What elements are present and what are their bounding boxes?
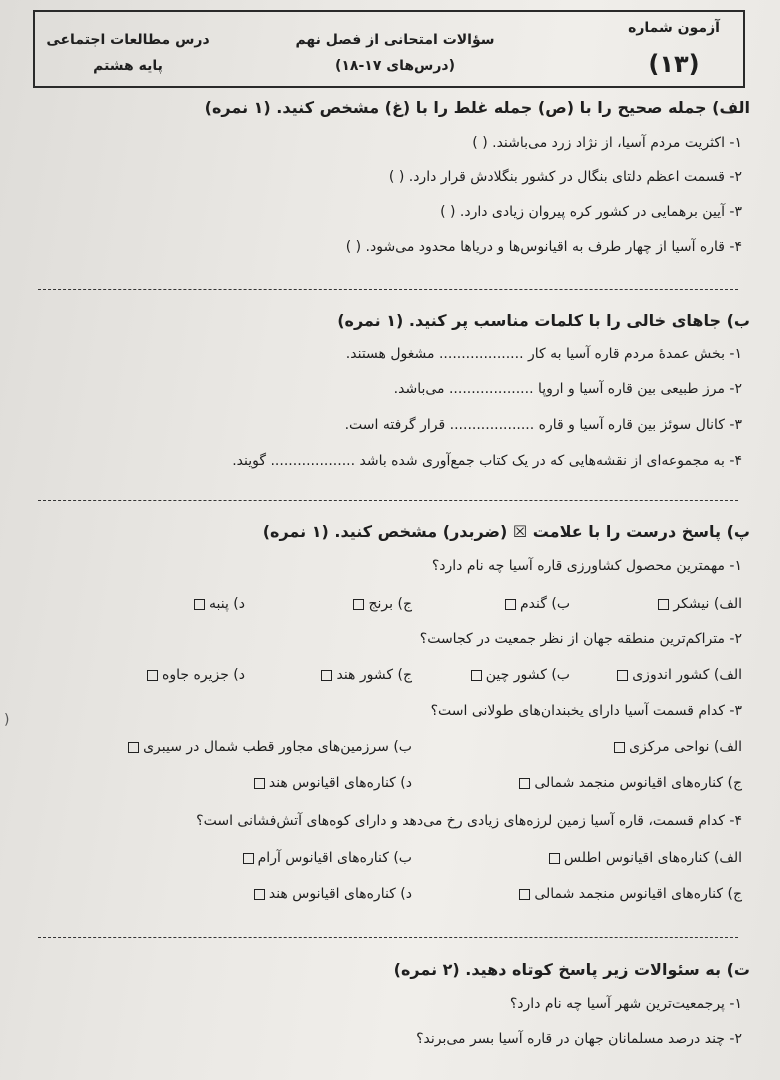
section-b-item: ۱- بخش عمدهٔ مردم قاره آسیا به کار ................... مشغول هستند. [345,346,742,362]
option-label: ب) سرزمین‌های مجاور قطب شمال در سیبری [143,739,412,755]
answer-option[interactable] [515,775,742,791]
option-label: الف) کشور اندوزی [632,667,742,683]
answer-option[interactable] [515,886,742,902]
exam-label: آزمون شماره [628,20,720,36]
answer-option[interactable] [467,667,570,683]
answer-option[interactable] [250,886,412,902]
section-b-item: ۴- به مجموعه‌ای از نقشه‌هایی که در یک کتاب جمع‌آوری شده باشد ................... گویند. [232,453,742,469]
section-b-item: ۳- کانال سوئز بین قاره آسیا و قاره ................... قرار گرفته است. [344,417,742,433]
exam-number: (۱۳) [648,50,700,78]
answer-option[interactable] [613,667,742,683]
checkbox-icon[interactable] [471,670,482,681]
checkbox-icon[interactable] [353,599,364,610]
section-p-question: ۳- کدام قسمت آسیا دارای یخبندان‌های طولانی است؟ [430,703,742,719]
checkbox-icon[interactable] [519,889,530,900]
section-divider [38,289,738,290]
option-label: ج) کناره‌های اقیانوس منجمد شمالی [534,886,742,902]
section-a-item: ۲- قسمت اعظم دلتای بنگال در کشور بنگلادش قرار دارد. ( ) [388,169,742,185]
option-label: ب) کشور چین [485,667,570,683]
section-p-question: ۴- کدام قسمت، قاره آسیا زمین لرزه‌های زیادی رخ می‌دهد و دارای کوه‌های آتش‌فشانی است؟ [196,813,742,829]
section-a-title: الف) جمله صحیح را با (ص) جمله غلط را با (غ) مشخص کنید. (۱ نمره) [204,98,750,117]
option-label: د) کناره‌های اقیانوس هند [268,886,412,902]
section-divider [38,500,738,501]
section-t-item: ۱- پرجمعیت‌ترین شهر آسیا چه نام دارد؟ [509,996,742,1012]
checkbox-icon[interactable] [194,599,205,610]
option-label: الف) نواحی مرکزی [629,739,742,755]
checkbox-icon[interactable] [549,853,560,864]
checkbox-icon[interactable] [617,670,628,681]
answer-option[interactable] [610,739,742,755]
option-label: ب) کناره‌های اقیانوس آرام [257,850,412,866]
answer-option[interactable] [501,596,570,612]
section-b-title: ب) جاهای خالی را با کلمات مناسب پر کنید. (۱ نمره) [337,311,750,330]
checkbox-icon[interactable] [243,853,254,864]
answer-option[interactable] [545,850,742,866]
checkbox-icon[interactable] [658,599,669,610]
answer-option[interactable] [239,850,412,866]
grade-name: پایه هشتم [93,58,163,74]
section-p-question: ۲- متراکم‌ترین منطقه جهان از نظر جمعیت در کجاست؟ [419,631,742,647]
section-t-title: ت) به سئوالات زیر پاسخ کوتاه دهید. (۲ نمره) [393,960,750,979]
option-label: الف) نیشکر [673,596,742,612]
checkbox-icon[interactable] [505,599,516,610]
option-label: د) پنبه [209,596,245,612]
margin-mark: ( [4,712,10,728]
section-p-title: پ) پاسخ درست را با علامت ☒ (ضربدر) مشخص کنید. (۱ نمره) [262,522,750,541]
answer-option[interactable] [190,596,245,612]
answer-option[interactable] [143,667,245,683]
option-label: ج) کشور هند [336,667,412,683]
exam-lessons: (درس‌های ۱۷-۱۸) [334,58,456,74]
section-t-item: ۲- چند درصد مسلمانان جهان در قاره آسیا بسر می‌برند؟ [416,1031,742,1047]
answer-option[interactable] [317,667,412,683]
checkbox-icon[interactable] [614,742,625,753]
exam-header [33,10,745,88]
answer-option[interactable] [349,596,412,612]
section-a-item: ۴- قاره آسیا از چهار طرف به اقیانوس‌ها و دریاها محدود می‌شود. ( ) [345,239,742,255]
exam-title-block [295,12,495,86]
answer-option[interactable] [250,775,412,791]
checkbox-icon[interactable] [254,889,265,900]
answer-option[interactable] [124,739,412,755]
checkbox-icon[interactable] [147,670,158,681]
option-label: د) جزیره جاوه [162,667,245,683]
checkbox-icon[interactable] [128,742,139,753]
option-label: د) کناره‌های اقیانوس هند [268,775,412,791]
section-a-item: ۳- آیین برهمایی در کشور کره پیروان زیادی دارد. ( ) [440,204,742,220]
subject-name: درس مطالعات اجتماعی [46,32,210,48]
answer-option[interactable] [654,596,742,612]
checkbox-icon[interactable] [519,778,530,789]
section-divider [38,937,738,938]
option-label: ج) برنج [368,596,412,612]
checkbox-icon[interactable] [321,670,332,681]
option-label: ب) گندم [520,596,570,612]
option-label: الف) کناره‌های اقیانوس اطلس [563,850,742,866]
section-a-item: ۱- اکثریت مردم آسیا، از نژاد زرد می‌باشند. ( ) [472,135,742,151]
section-p-question: ۱- مهمترین محصول کشاورزی قاره آسیا چه نام دارد؟ [431,558,742,574]
exam-title: سؤالات امتحانی از فصل نهم [295,32,495,48]
exam-number-block [619,12,729,86]
option-label: ج) کناره‌های اقیانوس منجمد شمالی [534,775,742,791]
subject-block [43,12,213,86]
checkbox-icon[interactable] [254,778,265,789]
section-b-item: ۲- مرز طبیعی بین قاره آسیا و اروپا ................... می‌باشد. [393,381,742,397]
